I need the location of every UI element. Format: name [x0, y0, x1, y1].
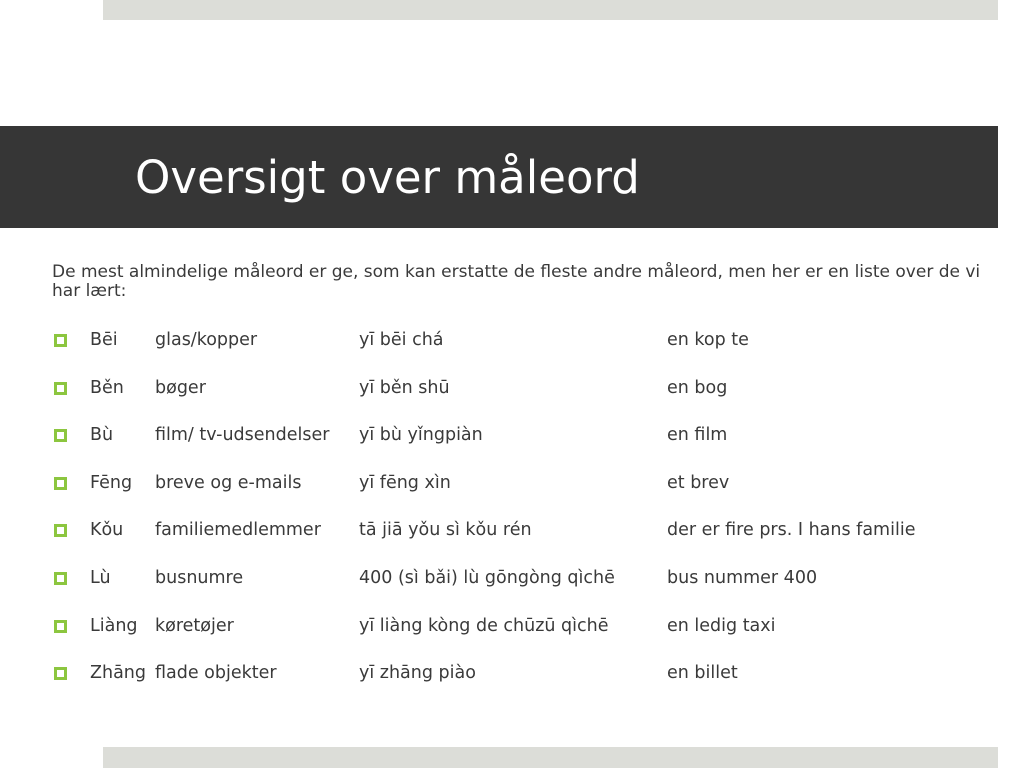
- measure-word-example: yī fēng xìn: [359, 473, 451, 493]
- measure-word-meaning: bøger: [155, 378, 206, 398]
- square-bullet-icon: [54, 620, 67, 633]
- list-item: [0, 564, 1024, 592]
- example-translation: bus nummer 400: [667, 568, 818, 588]
- measure-word-meaning: flade objekter: [155, 663, 277, 683]
- example-translation: en bog: [667, 378, 728, 398]
- list-item: [0, 659, 1024, 687]
- measure-word: Fēng: [90, 473, 133, 493]
- square-bullet-icon: [54, 572, 67, 585]
- measure-word-example: yī zhāng piào: [359, 663, 476, 683]
- list-item: [0, 612, 1024, 640]
- list-item: [0, 421, 1024, 449]
- square-bullet-icon: [54, 667, 67, 680]
- list-item: [0, 516, 1024, 544]
- example-translation: en ledig taxi: [667, 616, 776, 636]
- bottom-decor-bar: [103, 747, 998, 768]
- square-bullet-icon: [54, 429, 67, 442]
- measure-word-example: 400 (sì bǎi) lù gōngòng qìchē: [359, 568, 615, 588]
- example-translation: en kop te: [667, 330, 749, 350]
- list-item: [0, 326, 1024, 354]
- square-bullet-icon: [54, 477, 67, 490]
- measure-word: Lù: [90, 568, 111, 588]
- measure-word-meaning: busnumre: [155, 568, 244, 588]
- measure-word-meaning: køretøjer: [155, 616, 234, 636]
- measure-word: Liàng: [90, 616, 138, 636]
- measure-word-example: yī liàng kòng de chūzū qìchē: [359, 616, 609, 636]
- example-translation: en film: [667, 425, 728, 445]
- measure-word-meaning: familiemedlemmer: [155, 520, 321, 540]
- measure-word: Běn: [90, 378, 124, 398]
- square-bullet-icon: [54, 334, 67, 347]
- measure-word: Zhāng: [90, 663, 147, 683]
- list-item: [0, 374, 1024, 402]
- measure-word: Kǒu: [90, 520, 124, 540]
- square-bullet-icon: [54, 382, 67, 395]
- measure-word: Bù: [90, 425, 114, 445]
- list-item: [0, 469, 1024, 497]
- square-bullet-icon: [54, 524, 67, 537]
- measure-word-meaning: film/ tv-udsendelser: [155, 425, 330, 445]
- measure-word-example: yī bēi chá: [359, 330, 444, 350]
- measure-word-example: tā jiā yǒu sì kǒu rén: [359, 520, 532, 540]
- measure-word-example: yī bù yǐngpiàn: [359, 425, 483, 445]
- measure-word-meaning: breve og e-mails: [155, 473, 302, 493]
- measure-word-meaning: glas/kopper: [155, 330, 258, 350]
- slide-title: Oversigt over måleord: [135, 151, 640, 204]
- measure-word-example: yī běn shū: [359, 378, 450, 398]
- example-translation: der er fire prs. I hans familie: [667, 520, 916, 540]
- example-translation: et brev: [667, 473, 730, 493]
- intro-text: De mest almindelige måleord er ge, som kan erstatte de fleste andre måleord, men her er en liste over de vi har lært:: [52, 262, 981, 301]
- example-translation: en billet: [667, 663, 738, 683]
- measure-word: Bēi: [90, 330, 118, 350]
